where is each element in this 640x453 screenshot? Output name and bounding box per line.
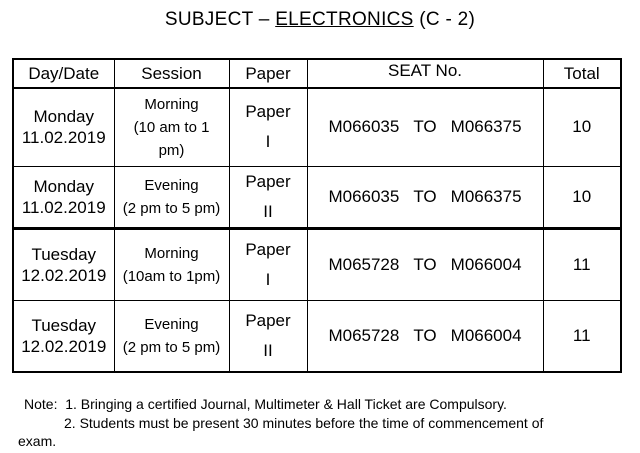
day-date-cell <box>13 88 114 166</box>
page-title <box>0 9 640 31</box>
note-line-3: exam. <box>18 433 57 449</box>
total-cell: 11 <box>543 300 621 372</box>
header-day-date: Day/Date <box>13 59 114 88</box>
paper-cell <box>229 88 307 166</box>
total-cell: 10 <box>543 166 621 228</box>
paper-cell <box>229 228 307 300</box>
seat-from: M065728 <box>328 254 400 274</box>
day-date-cell <box>13 166 114 228</box>
exam-schedule-table <box>12 58 622 373</box>
session-name: Evening <box>144 176 199 194</box>
seat-to-word: TO <box>413 186 437 206</box>
day-name: Monday <box>33 176 94 196</box>
paper-label: Paper <box>245 239 291 259</box>
seat-to-word: TO <box>413 117 437 137</box>
seat-to: M066375 <box>450 186 522 206</box>
total-cell: 11 <box>543 228 621 300</box>
date-value: 12.02.2019 <box>21 265 107 285</box>
header-paper: Paper <box>229 59 307 88</box>
table-row <box>13 88 621 166</box>
table-row <box>13 228 621 300</box>
table-header-row <box>13 59 621 88</box>
seat-range-cell <box>307 166 543 228</box>
seat-to: M066004 <box>450 325 522 345</box>
paper-number: II <box>263 201 273 221</box>
day-date-cell <box>13 300 114 372</box>
session-time: (2 pm to 5 pm) <box>122 338 221 356</box>
paper-cell <box>229 300 307 372</box>
header-total: Total <box>543 59 621 88</box>
date-value: 11.02.2019 <box>21 197 106 217</box>
day-date-cell <box>13 228 114 300</box>
session-cell <box>114 88 229 166</box>
day-name: Monday <box>33 107 94 127</box>
paper-label: Paper <box>245 171 291 191</box>
session-name: Morning <box>144 95 199 113</box>
session-cell <box>114 228 229 300</box>
session-time: (2 pm to 5 pm) <box>122 199 221 217</box>
seat-range-cell <box>307 88 543 166</box>
header-seat-no: SEAT No. <box>307 59 543 88</box>
paper-label: Paper <box>245 102 291 122</box>
header-session: Session <box>114 59 229 88</box>
session-time-cont: pm) <box>158 141 185 159</box>
day-name: Tuesday <box>31 244 97 264</box>
date-value: 11.02.2019 <box>21 128 106 148</box>
session-time: (10am to 1pm) <box>122 267 221 285</box>
seat-to: M066004 <box>450 254 522 274</box>
seat-from: M065728 <box>328 325 400 345</box>
seat-from: M066035 <box>328 186 400 206</box>
seat-to-word: TO <box>413 325 437 345</box>
session-name: Evening <box>144 315 199 333</box>
day-name: Tuesday <box>31 315 97 335</box>
table-row <box>13 300 621 372</box>
seat-to-word: TO <box>413 254 437 274</box>
title-prefix: SUBJECT – <box>164 9 276 30</box>
paper-cell <box>229 166 307 228</box>
table-row <box>13 166 621 228</box>
note-line-1: Note: 1. Bringing a certified Journal, Multimeter & Hall Ticket are Compulsory. <box>24 396 507 412</box>
title-subject: ELECTRONICS <box>275 9 414 30</box>
date-value: 12.02.2019 <box>21 336 107 356</box>
seat-range-cell <box>307 300 543 372</box>
note-line-2: 2. Students must be present 30 minutes before the time of commencement of <box>64 415 544 431</box>
seat-range-cell <box>307 228 543 300</box>
paper-number: I <box>265 269 271 289</box>
session-time: (10 am to 1 <box>133 118 210 136</box>
title-suffix: (C - 2) <box>413 9 476 30</box>
note-block <box>18 395 614 449</box>
paper-number: I <box>265 132 271 152</box>
paper-label: Paper <box>245 310 291 330</box>
total-cell: 10 <box>543 88 621 166</box>
seat-to: M066375 <box>450 117 522 137</box>
seat-from: M066035 <box>328 117 400 137</box>
paper-number: II <box>263 340 273 360</box>
session-cell <box>114 300 229 372</box>
session-name: Morning <box>144 244 199 262</box>
session-cell <box>114 166 229 228</box>
